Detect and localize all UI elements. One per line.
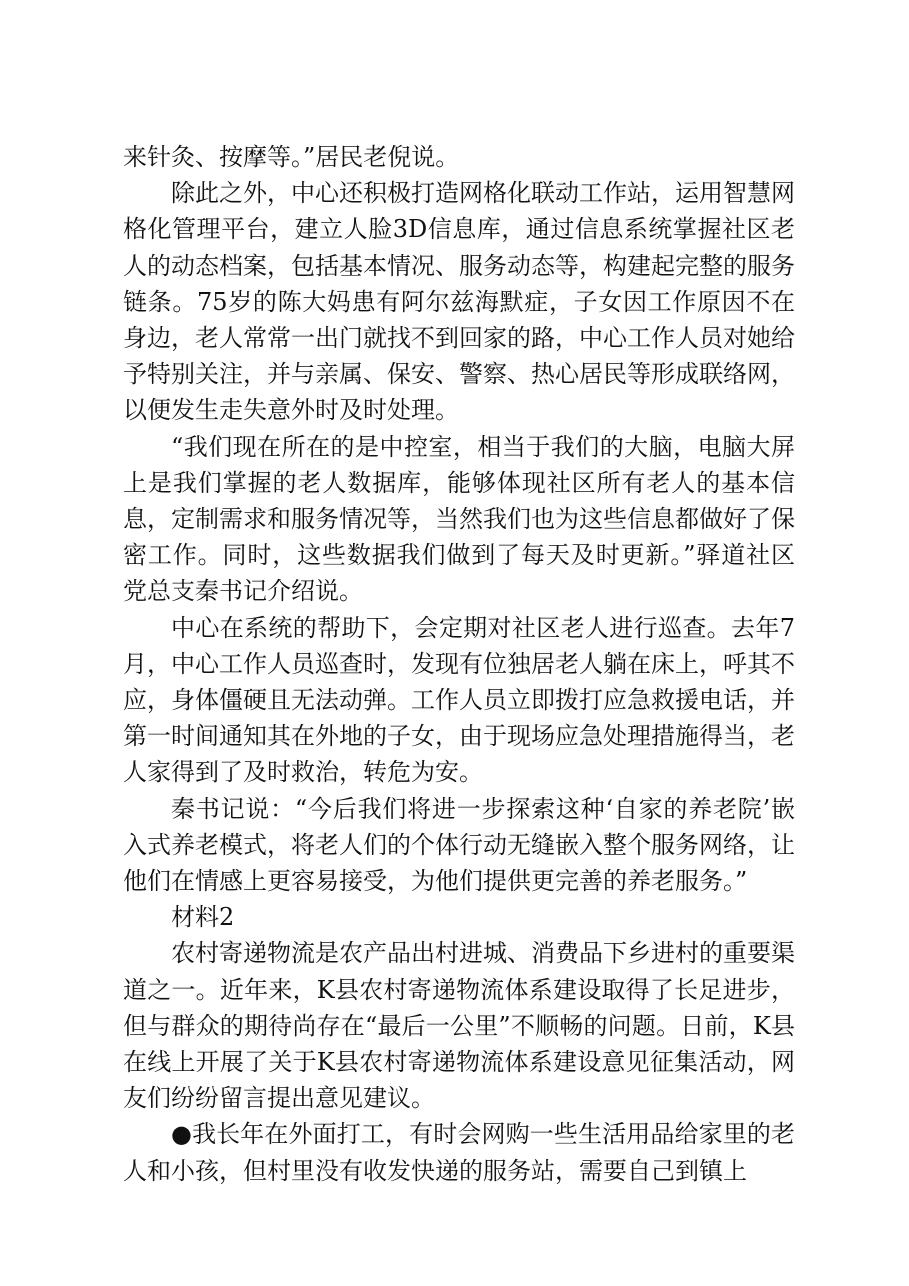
paragraph-continuation: 来针灸、按摩等。”居民老倪说。 bbox=[123, 143, 460, 171]
paragraph-grid-workstation: 除此之外，中心还积极打造网格化联动工作站，运用智慧网格化管理平台，建立人脸3D信息库，通过信息系统掌握社区老人的动态档案，包括基本情况、服务动态等，构建起完整的服务链条。75岁的陈大妈患有阿尔兹海默症，子女因工作原因不在身边，老人常常一出门就找不到回家的路，中心工作人员对她给予特别关注，并与亲属、保安、警察、热心居民等形成联络网，以便发生走失意外时及时处理。 bbox=[123, 179, 795, 425]
paragraph-rural-logistics: 农村寄递物流是农产品出村进城、消费品下乡进村的重要渠道之一。近年来，K县农村寄递物流体系建设取得了长足进步，但与群众的期待尚存在“最后一公里”不顺畅的问题。日前，K县在线上开展了关于K县农村寄递物流体系建设意见征集活动，网友们纷纷留言提出意见建议。 bbox=[123, 939, 795, 1113]
paragraph-secretary-quote: 秦书记说：“今后我们将进一步探索这种‘自家的养老院’嵌入式养老模式，将老人们的个体行动无缝嵌入整个服务网络，让他们在情感上更容易接受，为他们提供更完善的养老服务。” bbox=[123, 794, 795, 896]
document-page bbox=[123, 139, 795, 1189]
paragraph-netizen-comment: ●我长年在外面打工，有时会网购一些生活用品给家里的老人和小孩，但村里没有收发快递的服务站，需要自己到镇上 bbox=[123, 1120, 795, 1185]
section-heading-material-2: 材料2 bbox=[171, 903, 235, 932]
paragraph-control-room-quote: “我们现在所在的是中控室，相当于我们的大脑，电脑大屏上是我们掌握的老人数据库，能够体现社区所有老人的基本信息，定制需求和服务情况等，当然我们也为这些信息都做好了保密工作。同时，这些数据我们做到了每天及时更新。”驿道社区党总支秦书记介绍说。 bbox=[123, 432, 795, 606]
paragraph-patrol: 中心在系统的帮助下，会定期对社区老人进行巡查。去年7月，中心工作人员巡查时，发现有位独居老人躺在床上，呼其不应，身体僵硬且无法动弹。工作人员立即拨打应急救援电话，并第一时间通知其在外地的子女，由于现场应急处理措施得当，老人家得到了及时救治，转危为安。 bbox=[123, 613, 795, 787]
